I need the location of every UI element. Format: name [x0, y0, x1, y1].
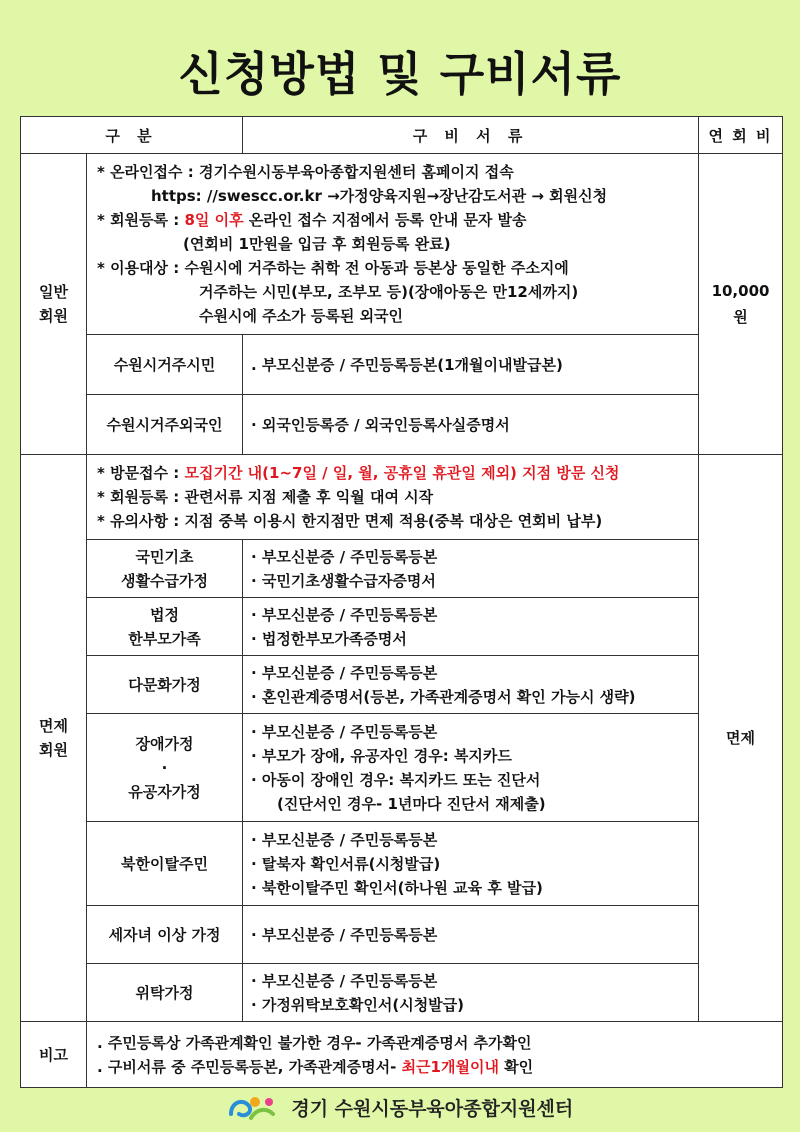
row-documents: · 부모신분증 / 주민등록등본 · 혼인관계증명서(등본, 가족관계증명서 확인 가능시 생략) [243, 656, 699, 714]
exempt-fee: 면제 [699, 455, 783, 1022]
header-fee: 연 회 비 [699, 117, 783, 154]
table-row [21, 714, 783, 822]
center-logo-icon [227, 1092, 279, 1127]
table-row [21, 964, 783, 1022]
row-name: 수원시거주시민 [87, 335, 243, 395]
row-documents: · 부모신분증 / 주민등록등본 · 가정위탁보호확인서(시청발급) [243, 964, 699, 1022]
general-description: * 온라인접수 : 경기수원시동부육아종합지원센터 홈페이지 접속 https: //swescc.or.kr →가정양육지원→장난감도서관 → 회원신청 * 회원등록 : 8일 이후 온라인 접수 지점에서 등록 안내 문자 발송 (연회비 1만원을 입금 후 회원등록 완료) * 이용대상 : 수원시에 거주하는 취학 전 아동과 등본상 동일한 주소지에 거주하는 시민(부모, 조부모 등)(장애아동은 만12세까지) 수원시에 주소가 등록된 외국인 [87, 154, 699, 335]
row-name: 국민기초 생활수급가정 [87, 540, 243, 598]
general-info-row [21, 154, 783, 335]
row-name: 장애가정 · 유공자가정 [87, 714, 243, 822]
footer [0, 1092, 800, 1127]
row-documents: · 부모신분증 / 주민등록등본 · 탈북자 확인서류(시청발급) · 북한이탈주민 확인서(하나원 교육 후 발급) [243, 822, 699, 906]
row-documents: · 부모신분증 / 주민등록등본 · 법정한부모가족증명서 [243, 598, 699, 656]
table-row [21, 395, 783, 455]
table-row [21, 335, 783, 395]
row-name: 법정 한부모가족 [87, 598, 243, 656]
table-row [21, 540, 783, 598]
header-documents: 구 비 서 류 [243, 117, 699, 154]
row-name: 세자녀 이상 가정 [87, 906, 243, 964]
table-header-row [21, 117, 783, 154]
table-row [21, 656, 783, 714]
table-row [21, 822, 783, 906]
row-name: 수원시거주외국인 [87, 395, 243, 455]
row-documents: · 부모신분증 / 주민등록등본 · 국민기초생활수급자증명서 [243, 540, 699, 598]
footer-text: 경기 수원시동부육아종합지원센터 [291, 1098, 574, 1120]
exempt-description: * 방문접수 : 모집기간 내(1~7일 / 일, 월, 공휴일 휴관일 제외) 지점 방문 신청 * 회원등록 : 관련서류 지점 제출 후 익월 대여 시작 * 유의사항 : 지점 중복 이용시 한지점만 면제 적용(중복 대상은 연회비 납부) [87, 455, 699, 540]
requirements-table [20, 116, 783, 1088]
remarks-text: . 주민등록상 가족관계확인 불가한 경우- 가족관계증명서 추가확인 . 구비서류 중 주민등록등본, 가족관계증명서- 최근1개월이내 확인 [87, 1022, 783, 1088]
row-name: 위탁가정 [87, 964, 243, 1022]
header-category: 구 분 [21, 117, 243, 154]
exempt-member-category: 면제 회원 [21, 455, 87, 1022]
general-member-category: 일반 회원 [21, 154, 87, 455]
remarks-row [21, 1022, 783, 1088]
remarks-label: 비고 [21, 1022, 87, 1088]
row-documents: · 외국인등록증 / 외국인등록사실증명서 [243, 395, 699, 455]
exempt-info-row [21, 455, 783, 540]
row-documents: · 부모신분증 / 주민등록등본 [243, 906, 699, 964]
table-row [21, 598, 783, 656]
row-name: 북한이탈주민 [87, 822, 243, 906]
table-row [21, 906, 783, 964]
row-name: 다문화가정 [87, 656, 243, 714]
page-title: 신청방법 및 구비서류 [178, 47, 622, 101]
row-documents: . 부모신분증 / 주민등록등본(1개월이내발급본) [243, 335, 699, 395]
row-documents: · 부모신분증 / 주민등록등본 · 부모가 장애, 유공자인 경우: 복지카드 · 아동이 장애인 경우: 복지카드 또는 진단서 (진단서인 경우- 1년마다 진단서 재제출) [243, 714, 699, 822]
general-fee: 10,000 원 [699, 154, 783, 455]
